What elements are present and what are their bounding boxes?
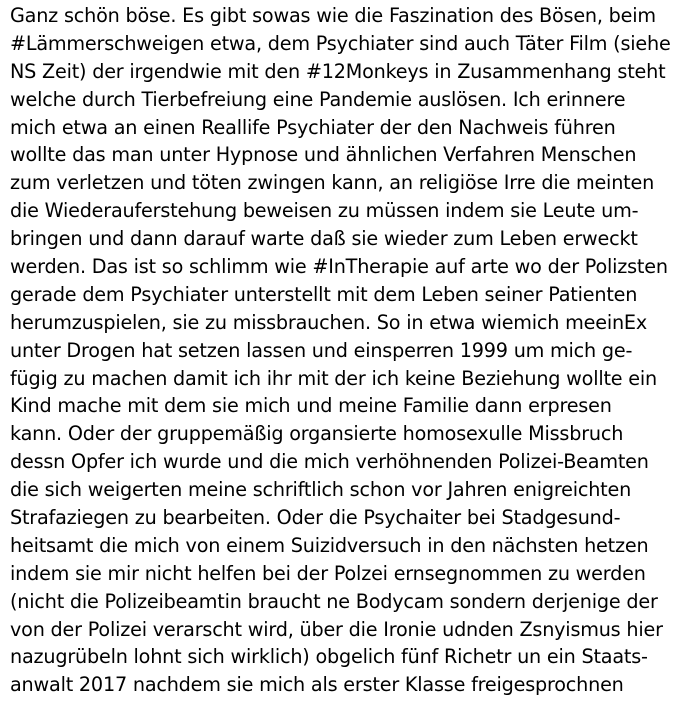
text-line: kann. Oder der gruppemäßig organsierte homosexulle Missbruch <box>10 422 624 446</box>
text-line: bringen und dann darauf warte daß sie wieder zum Leben erweckt <box>10 227 638 251</box>
text-line: #Lämmerschweigen etwa, dem Psychiater sind auch Täter Film (siehe <box>10 31 671 55</box>
text-line: nazugrübeln lohnt sich wirklich) obgelich fünf Richetr un ein Staats- <box>10 645 648 669</box>
text-line: die sich weigerten meine schriftlich schon vor Jahren enigreichten <box>10 478 632 502</box>
text-line: Strafaziegen zu bearbeiten. Oder die Psychaiter bei Stadgesund- <box>10 506 621 530</box>
text-line: unter Drogen hat setzen lassen und einsperren 1999 um mich ge- <box>10 338 633 362</box>
text-line: fügig zu machen damit ich ihr mit der ich keine Beziehung wollte ein <box>10 366 658 390</box>
text-line: mich etwa an einen Reallife Psychiater der den Nachweis führen <box>10 115 616 139</box>
text-line: wollte das man unter Hypnose und ähnlichen Verfahren Menschen <box>10 143 637 167</box>
text-line: Ganz schön böse. Es gibt sowas wie die Faszination des Bösen, beim <box>10 4 656 27</box>
text-line: Kind mache mit dem sie mich und meine Familie dann erpresen <box>10 394 612 418</box>
text-line: werden. Das ist so schlimm wie #InTherapie auf arte wo der Polizsten <box>10 255 668 279</box>
text-line: (nicht die Polizeibeamtin braucht ne Bodycam sondern derjenige der <box>10 589 658 613</box>
text-line: dessn Opfer ich wurde und die mich verhöhnenden Polizei-Beamten <box>10 450 649 474</box>
text-line: NS Zeit) der irgendwie mit den #12Monkeys in Zusammenhang steht <box>10 59 666 83</box>
text-line: zum verletzen und töten zwingen kann, an religiöse Irre die meinten <box>10 171 655 195</box>
text-line: gerade dem Psychiater unterstellt mit dem Leben seiner Patienten <box>10 282 638 306</box>
text-line: von der Polizei verarscht wird, über die Ironie udnden Zsnyismus hier <box>10 617 663 641</box>
text-line: anwalt 2017 nachdem sie mich als erster Klasse freigesprochnen <box>10 673 624 697</box>
text-body <box>10 2 682 699</box>
text-line: die Wiederauferstehung beweisen zu müssen indem sie Leute um- <box>10 199 639 223</box>
text-line: welche durch Tierbefreiung eine Pandemie auslösen. Ich erinnere <box>10 87 626 111</box>
text-line: heitsamt die mich von einem Suizidversuch in den nächsten hetzen <box>10 533 649 557</box>
text-line: indem sie mir nicht helfen bei der Polzei ernsegnommen zu werden <box>10 561 646 585</box>
text-line: herumzuspielen, sie zu missbrauchen. So in etwa wiemich meeinEx <box>10 310 648 334</box>
